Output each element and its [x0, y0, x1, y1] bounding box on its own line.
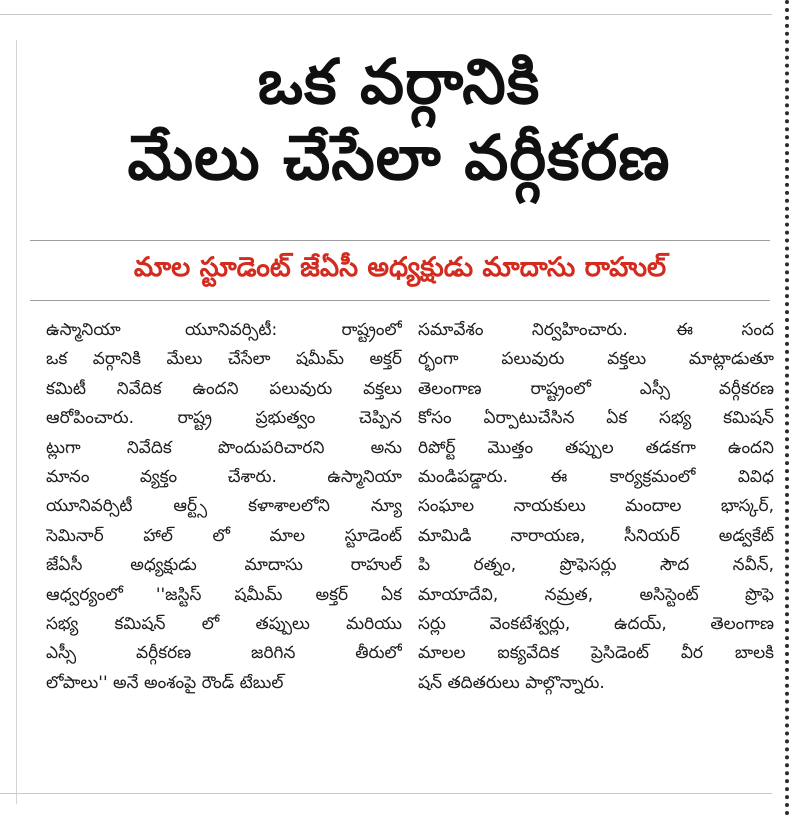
text-line: ఒక వర్గానికి మేలు చేసేలా షమీమ్ అక్తర్	[46, 349, 402, 370]
bottom-divider	[0, 793, 772, 794]
text-line: సర్లు వెంకటేశ్వర్లు, ఉదయ్, తెలంగాణ	[418, 614, 774, 635]
text-line: మామిడి నారాయణ, సీనియర్ అడ్వకేట్	[418, 525, 774, 546]
text-line: లోపాలు'' అనే అంశంపై రౌండ్ టేబుల్	[46, 672, 284, 693]
text-line: కమిటీ నివేదిక ఉందని పలువురు వక్తలు	[46, 378, 402, 399]
text-line: సెమినార్ హాల్ లో మాల స్టూడెంట్	[46, 525, 402, 546]
body-column-left	[46, 316, 402, 698]
text-line: ఉస్మానియా యూనివర్సిటీ: రాష్ట్రంలో	[46, 320, 402, 340]
subtitle: మాల స్టూడెంట్ జేఏసీ అధ్యక్షుడు మాదాసు రాహుల్	[133, 252, 667, 283]
text-line: ఆరోపించారు. రాష్ట్ర ప్రభుత్వం చెప్పిన	[46, 408, 402, 429]
text-line: ట్లుగా నివేదిక పొందుపరిచారని అను	[46, 437, 402, 458]
text-line: ఆధ్వర్యంలో ''జస్టిస్ షమీమ్ అక్తర్ ఏక	[46, 584, 402, 605]
subtitle-bottom-rule	[30, 300, 770, 301]
text-line: మండిపడ్డారు. ఈ కార్యక్రమంలో వివిధ	[418, 467, 774, 488]
text-line: తెలంగాణ రాష్ట్రంలో ఎస్సీ వర్గీకరణ	[418, 378, 774, 399]
text-line: మానం వ్యక్తం చేశారు. ఉస్మానియా	[46, 467, 402, 488]
dotted-cut-line	[785, 0, 789, 816]
text-line: పి రత్నం, ప్రొఫెసర్లు సౌద నవీన్,	[418, 555, 774, 576]
text-line: సంఘాల నాయకులు మందాల భాస్కర్,	[418, 496, 774, 517]
subtitle-top-rule	[30, 240, 770, 241]
text-line: రిపోర్ట్ మొత్తం తప్పుల తడకగా ఉందని	[418, 437, 774, 458]
text-line: ఎస్సీ వర్గీకరణ జరిగిన తీరులో	[46, 643, 402, 664]
text-line: సభ్య కమిషన్ లో తప్పులు మరియు	[46, 614, 402, 635]
text-line: షన్ తదితరులు పాల్గొన్నారు.	[418, 672, 605, 693]
text-line: మాలల ఐక్యవేదిక ప్రెసిడెంట్ వీర బాలకి	[418, 643, 774, 664]
text-line: యూనివర్సిటీ ఆర్ట్స్ కళాశాలలోని న్యూ	[46, 496, 402, 517]
headline	[30, 44, 768, 196]
text-line: కోసం ఏర్పాటుచేసిన ఏక సభ్య కమిషన్	[418, 408, 774, 429]
left-divider	[16, 40, 17, 804]
text-line: జేఏసీ అధ్యక్షుడు మాదాసు రాహుల్	[46, 555, 402, 576]
text-line: మాయాదేవి, నమ్రత, అసిస్టెంట్ ప్రొఫె	[418, 584, 774, 605]
headline-line-1: ఒక వర్గానికి	[257, 45, 541, 118]
top-divider	[0, 14, 772, 15]
text-line: సమావేశం నిర్వహించారు. ఈ సంద	[418, 320, 774, 340]
text-line: ర్భంగా పలువురు వక్తలు మాట్లాడుతూ	[418, 349, 774, 370]
headline-line-2: మేలు చేసేలా వర్గీకరణ	[127, 121, 671, 194]
body-column-right	[418, 316, 774, 698]
